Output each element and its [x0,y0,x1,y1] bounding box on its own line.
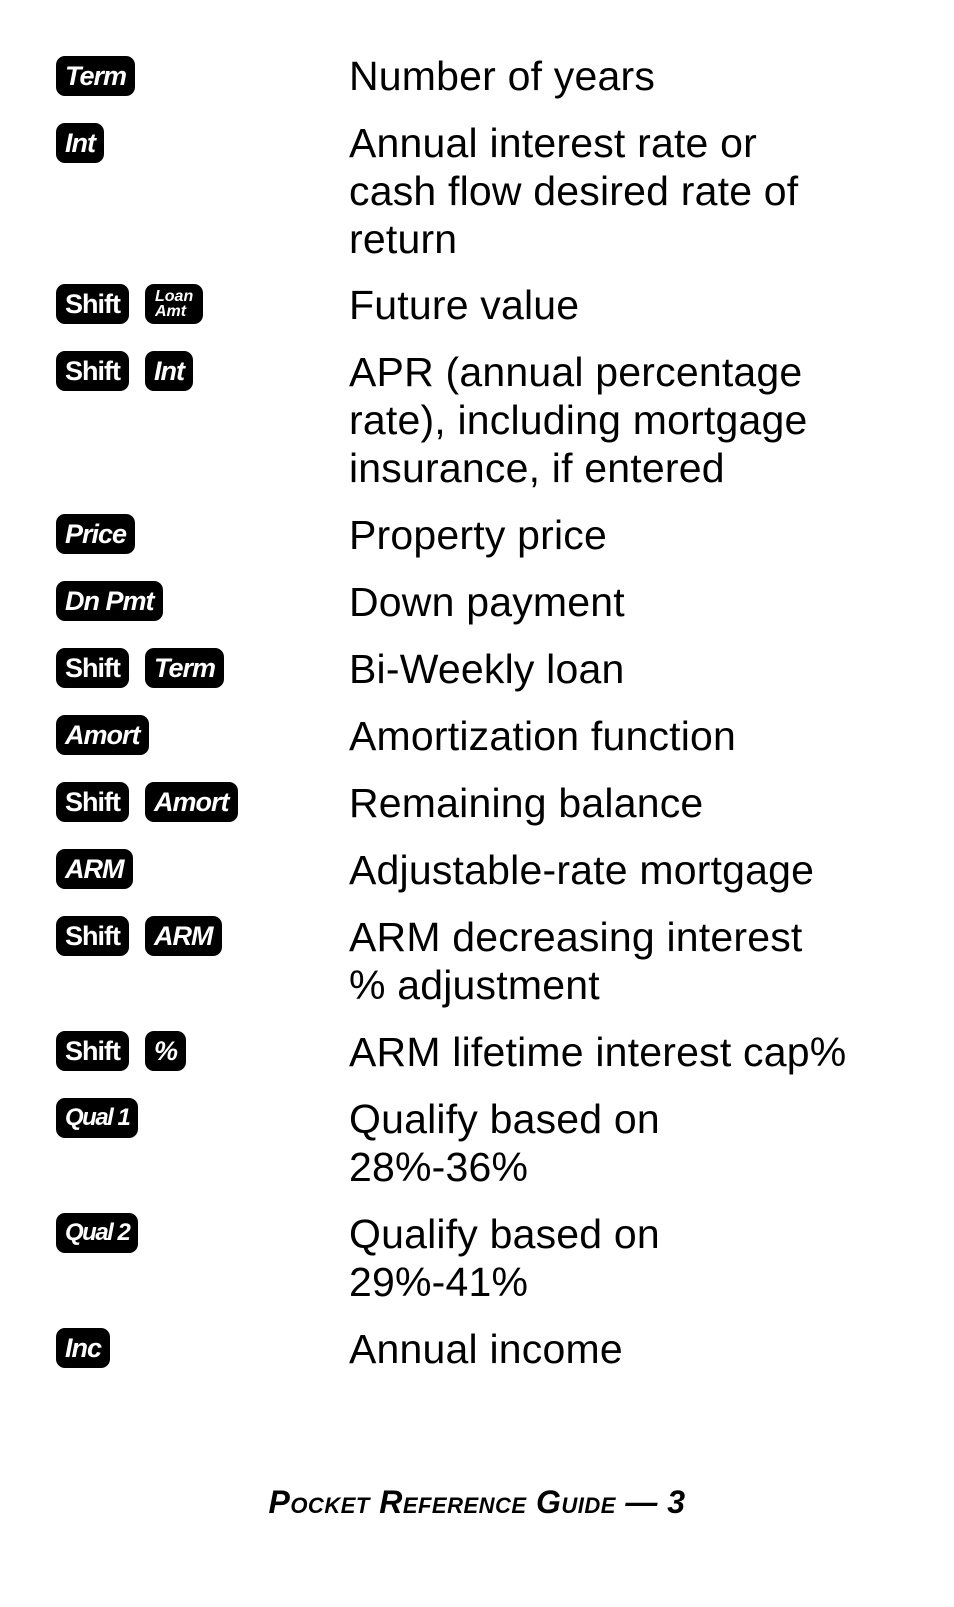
key-group [56,351,193,391]
key-group [56,849,133,889]
entry-description: ARM decreasing interest % adjustment [349,914,803,1008]
shift-key: Shift [56,284,129,324]
key-group [56,1328,110,1368]
key-group [56,916,222,956]
entry-description: Number of years [349,53,656,99]
entry-description: Annual interest rate or cash flow desired rate of return [349,120,799,262]
loan-amt-key [145,284,203,324]
entry-description: Property price [349,512,608,558]
int-key: Int [56,123,104,163]
key-group [56,581,163,621]
loan-amt-key-line: Loan [155,288,194,305]
key-group [56,284,203,324]
shift-key: Shift [56,648,129,688]
entry-description: Remaining balance [349,780,704,826]
key-group [56,1098,138,1138]
key-group [56,648,224,688]
entry-description: Future value [349,282,580,328]
key-group [56,715,149,755]
page-footer: Pocket Reference Guide — 3 [268,1484,686,1520]
term-key: Term [56,56,135,96]
key-group [56,1031,186,1071]
entry-description: Bi-Weekly loan [349,646,625,692]
amort-key: Amort [56,715,149,755]
entry-description: Down payment [349,579,625,625]
entry-description: ARM lifetime interest cap% [349,1029,847,1075]
amort-key: Amort [145,782,238,822]
entry-description: Annual income [349,1326,623,1372]
arm-key: ARM [145,916,222,956]
key-group [56,782,238,822]
shift-key: Shift [56,916,129,956]
dn-pmt-key: Dn Pmt [56,581,163,621]
arm-key: ARM [56,849,133,889]
shift-key: Shift [56,1031,129,1071]
key-group [56,1213,138,1253]
entry-description: APR (annual percentage rate), including mortgage insurance, if entered [349,349,808,491]
inc-key: Inc [56,1328,110,1368]
entry-description: Amortization function [349,713,737,759]
loan-amt-key-line: Amt [155,303,187,320]
int-key: Int [145,351,193,391]
entry-description: Adjustable-rate mortgage [349,847,815,893]
term-key: Term [145,648,224,688]
key-group [56,56,135,96]
loan-amt-key-label [155,289,193,319]
qual-2-key: Qual 2 [56,1213,138,1253]
shift-key: Shift [56,782,129,822]
qual-1-key: Qual 1 [56,1098,138,1138]
price-key: Price [56,514,135,554]
key-group [56,514,135,554]
key-group [56,123,104,163]
entry-description: Qualify based on 29%-41% [349,1211,660,1305]
entry-description: Qualify based on 28%-36% [349,1096,660,1190]
percent-key: % [145,1031,186,1071]
shift-key: Shift [56,351,129,391]
